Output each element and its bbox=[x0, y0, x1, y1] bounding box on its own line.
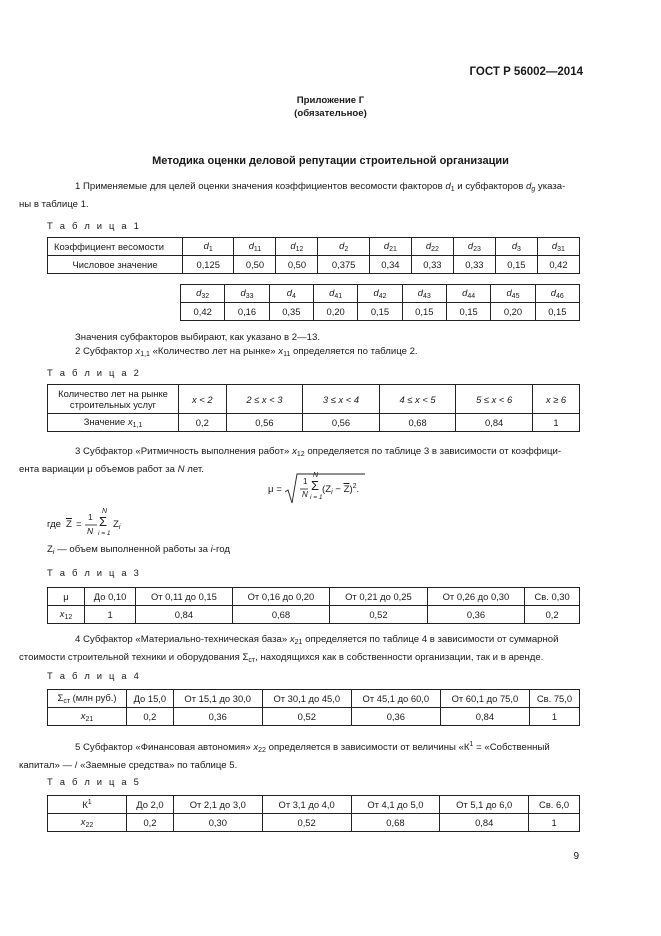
symbol: d bbox=[373, 287, 379, 298]
symbol-sub: 31 bbox=[557, 246, 565, 253]
paragraph-1: 1 Применяемые для целей оценки значения коэффициентов весомости факторов $d_1$ и субфакторов $d_g$ указа- ны в таблице 1. bbox=[19, 181, 566, 210]
symbol: d bbox=[339, 240, 345, 251]
table1-value-cell: 0,125 bbox=[183, 256, 234, 274]
table5-value-cell: 0,84 bbox=[440, 814, 529, 832]
table1-symbol-cell bbox=[269, 285, 313, 303]
table3-head-cell: До 0,10 bbox=[85, 588, 136, 606]
table3-value-cell: 1 bbox=[85, 606, 136, 624]
table4-head-cell: До 15,0 bbox=[127, 690, 174, 708]
table1-row-label: Числовое значение bbox=[48, 256, 183, 274]
table1-symbol-cell bbox=[446, 285, 490, 303]
section-heading: Методика оценки деловой репутации строительной организации bbox=[152, 155, 509, 167]
symbol: d bbox=[383, 240, 390, 251]
table5-head-cell: До 2,0 bbox=[127, 796, 174, 814]
table2-value-cell: 0,84 bbox=[456, 414, 533, 432]
table1-value-cell: 0,15 bbox=[535, 303, 579, 321]
table2-value-cell: 1 bbox=[532, 414, 579, 432]
symbol-sub: 45 bbox=[511, 293, 520, 300]
table1-value-cell: 0,42 bbox=[181, 303, 225, 321]
table4-sigma-label: $\Sigma_{ст}$ (млн руб.) bbox=[48, 690, 127, 708]
subfactor-note: Значения субфакторов выбирают, как указано в 2—13. bbox=[75, 332, 321, 343]
table1-value-cell: 0,375 bbox=[318, 256, 369, 274]
symbol: d bbox=[286, 287, 292, 298]
symbol: d bbox=[203, 240, 209, 251]
symbol: d bbox=[467, 240, 474, 251]
table1-value-cell: 0,50 bbox=[234, 256, 276, 274]
table2-row-label: Значение $x_{1,1}$ bbox=[48, 414, 179, 432]
table1-value-cell: 0,15 bbox=[402, 303, 446, 321]
symbol-sub: 32 bbox=[201, 293, 210, 300]
table3-x-label: $x_{12}$ bbox=[48, 606, 85, 624]
table-2 bbox=[47, 384, 580, 432]
table3-value-cell: 0,68 bbox=[232, 606, 330, 624]
table2-head-cell: x ≥ 6 bbox=[532, 385, 579, 414]
table1-value-cell: 0,20 bbox=[491, 303, 535, 321]
symbol: d bbox=[462, 287, 468, 298]
paragraph-5: 5 Субфактор «Финансовая автономия» $x_{22}$ определяется в зависимости от величины «$К^1$ = «Собственный капитал» — / «Заемные средства» по таблице 5. bbox=[19, 741, 550, 771]
table2-value-cell: 0,56 bbox=[226, 414, 303, 432]
table2-head-cell: x < 2 bbox=[179, 385, 227, 414]
table4-value-cell: 0,84 bbox=[440, 708, 529, 726]
table1-symbol-cell bbox=[318, 238, 369, 256]
table3-value-cell: 0,36 bbox=[427, 606, 525, 624]
table1-symbol-cell bbox=[183, 238, 234, 256]
symbol: d bbox=[425, 240, 432, 251]
table2-value-cell: 0,56 bbox=[303, 414, 380, 432]
formula-mu: μ = 1 N N Σ i = 1 $(Z_i - \overline{Z})^2$. bbox=[268, 472, 368, 508]
symbol-sub: 21 bbox=[389, 246, 397, 253]
symbol-sub: 3 bbox=[517, 246, 521, 253]
table1-value-cell: 0,15 bbox=[358, 303, 402, 321]
table2-head-label: Количество лет на рынке строительных услуг bbox=[48, 385, 179, 414]
table5-x-label: $x_{22}$ bbox=[48, 814, 127, 832]
table1-value-cell: 0,35 bbox=[269, 303, 313, 321]
standard-header: ГОСТ Р 56002—2014 bbox=[469, 66, 583, 78]
table1-value-cell: 0,15 bbox=[495, 256, 537, 274]
table1-symbol-cell bbox=[491, 285, 535, 303]
table2-head-cell: 4 ≤ x < 5 bbox=[379, 385, 456, 414]
table1-value-cell: 0,16 bbox=[225, 303, 269, 321]
symbol: d bbox=[329, 287, 335, 298]
table1-symbol-cell bbox=[535, 285, 579, 303]
symbol-sub: 11 bbox=[253, 246, 262, 253]
table-4 bbox=[47, 689, 580, 726]
table3-head-cell: От 0,26 до 0,30 bbox=[427, 588, 525, 606]
table5-value-cell: 0,68 bbox=[351, 814, 440, 832]
table4-value-cell: 0,52 bbox=[262, 708, 351, 726]
table3-value-cell: 0,52 bbox=[330, 606, 428, 624]
table5-head-cell: От 2,1 до 3,0 bbox=[173, 796, 262, 814]
table3-value-cell: 0,2 bbox=[525, 606, 580, 624]
table4-value-cell: 0,36 bbox=[173, 708, 262, 726]
symbol-sub: 12 bbox=[295, 246, 304, 253]
symbol-sub: 1 bbox=[208, 246, 213, 253]
table3-head-cell: От 0,21 до 0,25 bbox=[330, 588, 428, 606]
table1-symbol-cell bbox=[495, 238, 537, 256]
table1-value-cell: 0,34 bbox=[369, 256, 411, 274]
paragraph-2: 2 Субфактор $x_{1,1}$ «Количество лет на рынке» $x_{11}$ определяется по таблице 2. bbox=[75, 346, 418, 358]
table4-caption: Т а б л и ц а 4 bbox=[47, 670, 142, 681]
table5-k-label: $К^1$ bbox=[48, 796, 127, 814]
symbol-sub: 43 bbox=[423, 293, 431, 300]
symbol: d bbox=[551, 240, 558, 251]
table1-symbol-cell bbox=[369, 238, 411, 256]
table2-value-cell: 0,2 bbox=[179, 414, 227, 432]
table3-head-cell: От 0,16 до 0,20 bbox=[232, 588, 330, 606]
table1-symbol-cell bbox=[181, 285, 225, 303]
table5-head-cell: От 3,1 до 4,0 bbox=[262, 796, 351, 814]
symbol: d bbox=[550, 287, 557, 298]
table1-symbol-cell bbox=[225, 285, 269, 303]
table1-value-cell: 0,20 bbox=[313, 303, 357, 321]
table3-caption: Т а б л и ц а 3 bbox=[47, 567, 142, 578]
table2-caption: Т а б л и ц а 2 bbox=[47, 367, 142, 378]
symbol-sub: 46 bbox=[556, 293, 564, 300]
symbol-sub: 22 bbox=[431, 246, 439, 253]
symbol: d bbox=[290, 240, 296, 251]
table1-symbol-cell bbox=[402, 285, 446, 303]
table1-value-cell: 0,15 bbox=[446, 303, 490, 321]
symbol-sub: 41 bbox=[334, 293, 343, 300]
table-1-top bbox=[47, 237, 580, 274]
symbol-sub: 44 bbox=[467, 293, 476, 300]
table3-head-cell: От 0,11 до 0,15 bbox=[136, 588, 233, 606]
table4-value-cell: 0,2 bbox=[127, 708, 174, 726]
table5-head-cell: Св. 6,0 bbox=[529, 796, 580, 814]
table5-caption: Т а б л и ц а 5 bbox=[47, 776, 142, 787]
table-1-bottom bbox=[180, 284, 580, 321]
table1-symbol-cell bbox=[453, 238, 495, 256]
table4-head-cell: От 15,1 до 30,0 bbox=[173, 690, 262, 708]
table5-value-cell: 1 bbox=[529, 814, 580, 832]
table4-head-cell: От 45,1 до 60,0 bbox=[351, 690, 440, 708]
table3-head-cell: Св. 0,30 bbox=[525, 588, 580, 606]
table2-head-cell: 5 ≤ x < 6 bbox=[456, 385, 533, 414]
table1-caption: Т а б л и ц а 1 bbox=[47, 220, 142, 231]
table1-value-cell: 0,33 bbox=[411, 256, 453, 274]
symbol-sub: 42 bbox=[378, 293, 387, 300]
table4-head-cell: От 60,1 до 75,0 bbox=[440, 690, 529, 708]
table1-symbol-cell bbox=[276, 238, 318, 256]
appendix-subtitle: (обязательное) bbox=[294, 108, 367, 119]
page-number: 9 bbox=[573, 851, 579, 862]
paragraph-zi: $Z_i$ — объем выполненной работы за i-год bbox=[47, 544, 230, 556]
table4-head-cell: От 30,1 до 45,0 bbox=[262, 690, 351, 708]
symbol: d bbox=[417, 287, 424, 298]
table1-value-cell: 0,42 bbox=[537, 256, 579, 274]
symbol-sub: 4 bbox=[291, 293, 296, 300]
symbol-sub: 33 bbox=[245, 293, 254, 300]
symbol-sub: 23 bbox=[473, 246, 481, 253]
symbol: d bbox=[196, 287, 202, 298]
table4-head-cell: Св. 75,0 bbox=[529, 690, 579, 708]
table1-symbol-cell bbox=[313, 285, 357, 303]
table5-head-cell: От 4,1 до 5,0 bbox=[351, 796, 440, 814]
table1-value-cell: 0,33 bbox=[453, 256, 495, 274]
table5-value-cell: 0,2 bbox=[127, 814, 174, 832]
table1-symbol-cell bbox=[411, 238, 453, 256]
table2-head-cell: 2 ≤ x < 3 bbox=[226, 385, 303, 414]
table1-symbol-cell bbox=[358, 285, 402, 303]
table1-row-label: Коэффициент весомости bbox=[48, 238, 183, 256]
formula-zbar: где $\overline{Z}$ = 1 N N Σ i = 1 $Z_i$ bbox=[47, 508, 121, 537]
table2-head-cell: 3 ≤ x < 4 bbox=[303, 385, 380, 414]
table4-x-label: $x_{21}$ bbox=[48, 708, 127, 726]
symbol: d bbox=[506, 287, 512, 298]
table1-symbol-cell bbox=[537, 238, 579, 256]
table4-value-cell: 0,36 bbox=[351, 708, 440, 726]
table3-mu-label: μ bbox=[48, 588, 85, 606]
table1-symbol-cell bbox=[234, 238, 276, 256]
table-5 bbox=[47, 795, 580, 832]
table4-value-cell: 1 bbox=[529, 708, 579, 726]
table-3 bbox=[47, 587, 580, 624]
table5-value-cell: 0,52 bbox=[262, 814, 351, 832]
table5-value-cell: 0,30 bbox=[173, 814, 262, 832]
symbol: d bbox=[248, 240, 254, 251]
table3-value-cell: 0,84 bbox=[136, 606, 233, 624]
symbol-sub: 2 bbox=[344, 246, 349, 253]
table1-value-cell: 0,50 bbox=[276, 256, 318, 274]
paragraph-3: 3 Субфактор «Ритмичность выполнения работ» $x_{12}$ определяется по таблице 3 в зависимости от коэффици- ента вариации μ объемов работ за N лет. bbox=[19, 446, 562, 475]
table2-value-cell: 0,68 bbox=[379, 414, 456, 432]
paragraph-4: 4 Субфактор «Материально-техническая база» $x_{21}$ определяется по таблице 4 в зависимости от суммарной стоимости строительной техники и оборудования $\Sigma_{ст}$, находящихся как в собственности организации, так и в аренде. bbox=[19, 634, 559, 664]
symbol: d bbox=[240, 287, 246, 298]
symbol: d bbox=[511, 240, 518, 251]
table5-head-cell: От 5,1 до 6,0 bbox=[440, 796, 529, 814]
appendix-title: Приложение Г bbox=[296, 95, 365, 106]
